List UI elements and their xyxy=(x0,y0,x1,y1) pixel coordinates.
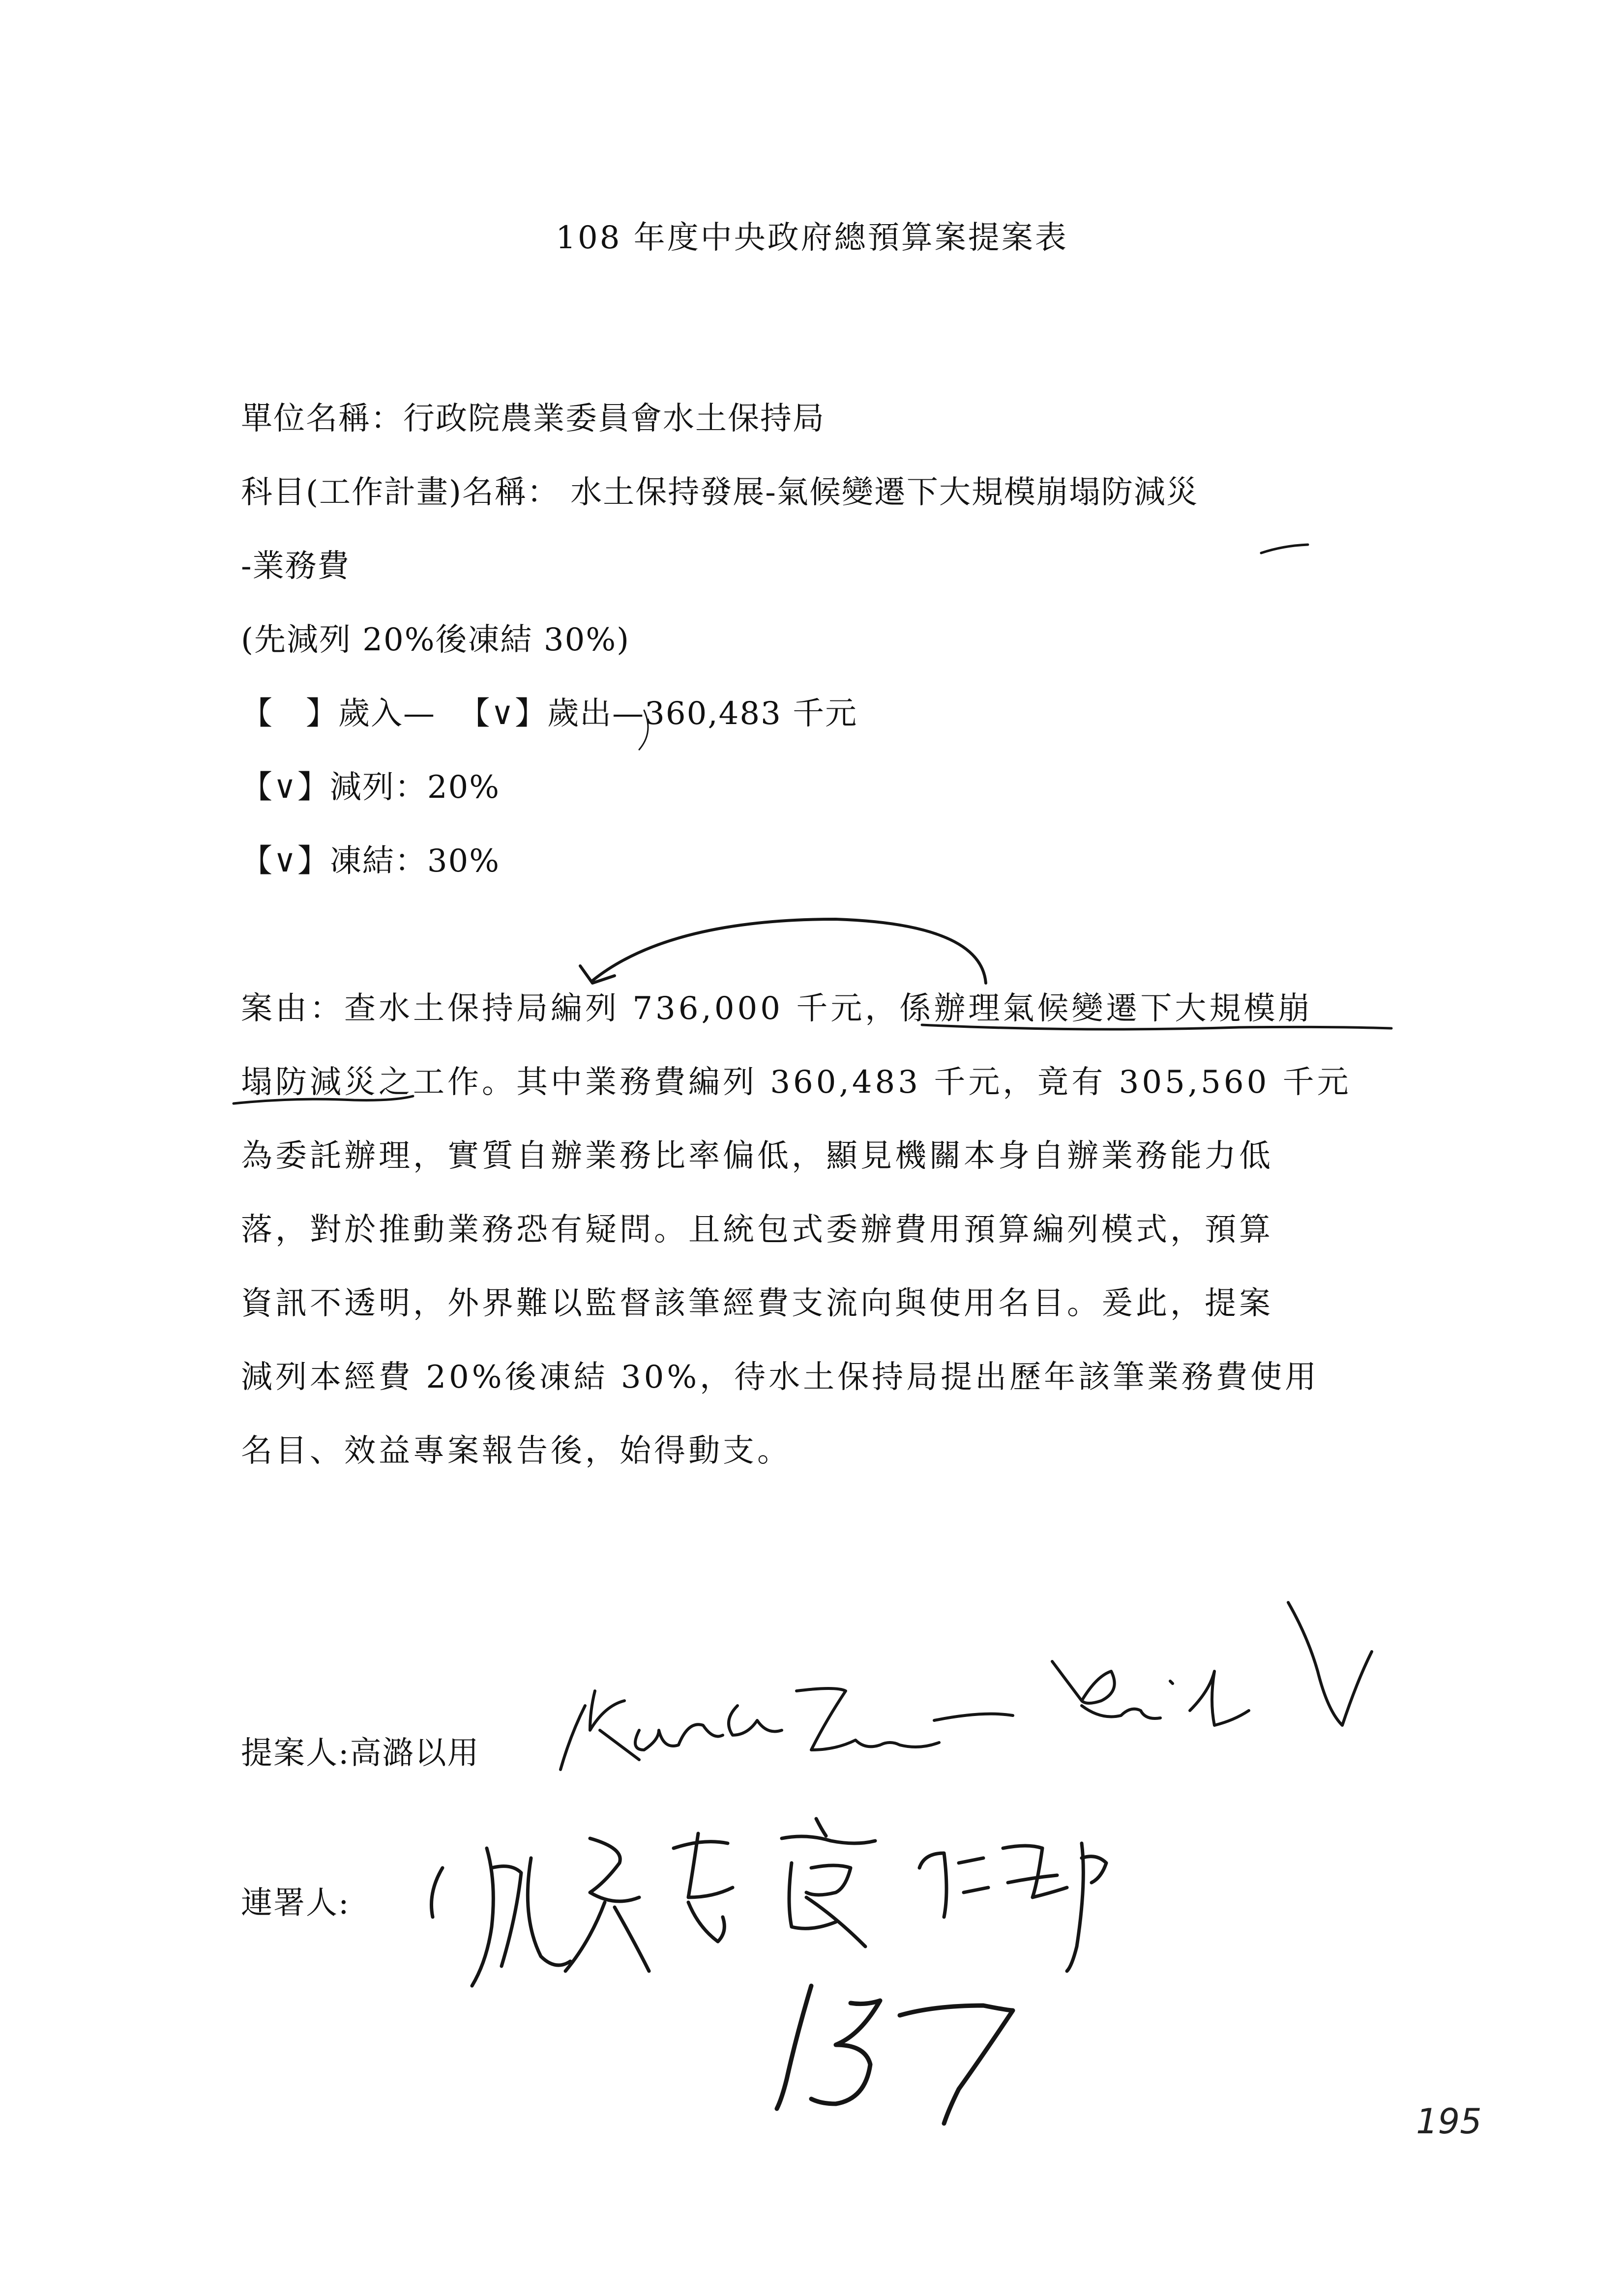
expense-label: 歲出—360,483 千元 xyxy=(547,696,858,732)
proposer-label: 提案人:高潞以用 xyxy=(241,1735,480,1772)
freeze-label: 凍結：30% xyxy=(329,843,501,879)
reason-line-5: 資訊不透明，外界難以監督該筆經費支流向與使用名目。爰此，提案 xyxy=(241,1285,1273,1322)
reason-line-4: 落，對於推動業務恐有疑問。且統包式委辦費用預算編列模式，預算 xyxy=(241,1212,1273,1248)
reason-line-1: 案由：查水土保持局編列 736,000 千元，係辦理氣候變遷下大規模崩 xyxy=(241,990,1313,1027)
freeze-checkbox: 【∨】 xyxy=(241,843,330,879)
reason-line-2: 塌防減災之工作。其中業務費編列 360,483 千元，竟有 305,560 千元 xyxy=(241,1064,1352,1101)
income-label: 歲入— xyxy=(338,696,436,732)
budget-line xyxy=(241,688,857,733)
cosigner-signature xyxy=(432,1819,1107,1986)
reason-line-7: 名目、效益專案報告後，始得動支。 xyxy=(241,1433,792,1469)
income-checkbox: 【 】 xyxy=(241,696,338,732)
reduce-label: 減列：20% xyxy=(329,769,501,806)
insertion-arrow-mark xyxy=(592,919,986,983)
insertion-arrowhead xyxy=(580,966,615,983)
reduction-note: (先減列 20%後凍結 30%) xyxy=(241,622,630,658)
handwritten-157 xyxy=(777,1986,1013,2123)
unit-name: 單位名稱：行政院農業委員會水土保持局 xyxy=(241,401,825,437)
freeze-line xyxy=(241,836,500,881)
reduce-line xyxy=(241,762,500,807)
page-number: 195 xyxy=(1416,2101,1482,2142)
pen-dash-mark xyxy=(1261,545,1308,553)
reason-line-3: 為委託辦理，實質自辦業務比率偏低，顯見機關本身自辦業務能力低 xyxy=(241,1138,1273,1174)
expense-checkbox: 【∨】 xyxy=(458,696,548,732)
cosigner-label: 連署人: xyxy=(241,1885,350,1921)
reduce-checkbox: 【∨】 xyxy=(241,769,330,806)
subject-name-line1: 科目(工作計畫)名稱： 水土保持發展-氣候變遷下大規模崩塌防減災 xyxy=(241,474,1199,511)
subject-name-line2: -業務費 xyxy=(241,548,350,584)
proposer-signature xyxy=(561,1602,1372,1770)
reason-line-6: 減列本經費 20%後凍結 30%，待水土保持局提出歷年該筆業務費使用 xyxy=(241,1359,1320,1395)
document-title: 108 年度中央政府總預算案提案表 xyxy=(556,220,1068,256)
